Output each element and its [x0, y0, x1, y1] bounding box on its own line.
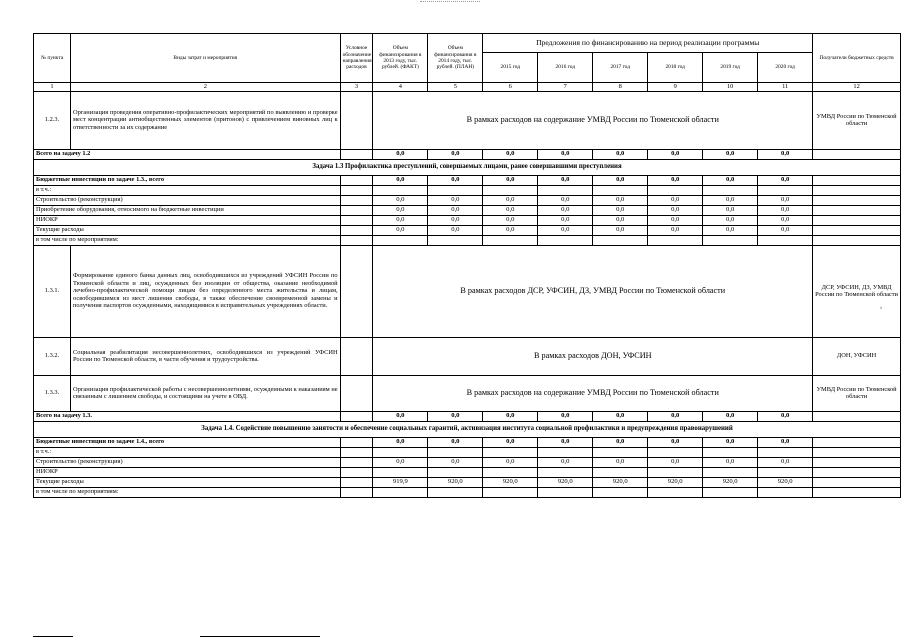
task-1-4-row-condition: [340, 487, 373, 497]
task-1-4-row-value: 920,0: [593, 477, 648, 487]
task-1-3-row-value: [538, 235, 593, 245]
task-1-4-row-value: [758, 467, 813, 477]
task-1-3-row-value: 0,0: [428, 215, 483, 225]
task-1-4-row-value: [428, 447, 483, 457]
task-1-3-row-value: 0,0: [483, 175, 538, 185]
total-task-1-2: [34, 149, 901, 159]
task-1-4-row-label: в т.ч.:: [34, 447, 341, 457]
task-1-4-row: [34, 467, 901, 477]
total-task-1-2-label: Всего на задачу 1.2: [34, 149, 341, 159]
task-1-3-row-value: 0,0: [758, 195, 813, 205]
task-1-4-row-value: [648, 487, 703, 497]
task-1-3-row-value: 0,0: [538, 225, 593, 235]
task-1-4-row-value: [538, 447, 593, 457]
measure-text: Организация проведения оперативно-профилактических мероприятий по выявлению и проверке мест концентрации антиобщественных элементов (притонов) с привлечением виновных лиц к ответственности за их содержание: [71, 91, 341, 149]
task-1-4-row-recipient: [813, 447, 901, 457]
task-1-4-row-condition: [340, 467, 373, 477]
task-1-3-row: [34, 205, 901, 215]
task-1-4-row-value: [428, 487, 483, 497]
task-1-3-row-value: 0,0: [703, 175, 758, 185]
task-1-4-row-value: 919,9: [373, 477, 428, 487]
task-1-4-row-value: 0,0: [648, 437, 703, 447]
task-1-3-row-recipient: [813, 195, 901, 205]
task-1-4-row-condition: [340, 437, 373, 447]
task-1-3-row-label: в т.ч.:: [34, 185, 341, 195]
measure-row: [34, 245, 901, 337]
task-1-4-row-value: 0,0: [373, 437, 428, 447]
task-1-3-row-value: [373, 235, 428, 245]
task-1-3-row-value: 0,0: [538, 215, 593, 225]
task-1-4-row-value: [483, 487, 538, 497]
task-1-4-row-recipient: [813, 437, 901, 447]
total-task-1-2-value: 0,0: [758, 149, 813, 159]
measure-text: Организация профилактической работы с несовершеннолетними, осужденными к наказаниям не связанным с лишением свободы, и состоящими на учете в ОВД.: [71, 375, 341, 411]
task-1-4-row-value: 920,0: [703, 477, 758, 487]
measure-number: 1.2.3.: [34, 91, 71, 149]
header-condition: Условное обозначение направления расходов: [340, 34, 373, 83]
measure-number: 1.3.3.: [34, 375, 71, 411]
task-1-4-row-value: [483, 467, 538, 477]
task-1-4-row-value: [593, 487, 648, 497]
task-1-4-row-value: 920,0: [428, 477, 483, 487]
task-1-3-row-value: [538, 185, 593, 195]
task-1-3-row-value: 0,0: [648, 225, 703, 235]
total-task-1-2-condition: [340, 149, 373, 159]
task-1-4-row-value: 920,0: [483, 477, 538, 487]
task-1-4-row-value: [373, 487, 428, 497]
measure-merged-financing: В рамках расходов на содержание УМВД России по Тюменской области: [373, 91, 813, 149]
column-number-5: 5: [428, 83, 483, 92]
task-1-3-row-label: Приобретение оборудования, относимого на бюджетные инвестиции: [34, 205, 341, 215]
measure-recipient: УМВД России по Тюменской области: [813, 91, 901, 149]
task-1-3-row-value: 0,0: [428, 205, 483, 215]
task-1-3-row: [34, 215, 901, 225]
financing-table-sheet: [33, 33, 901, 498]
task-1-3-row-recipient: [813, 185, 901, 195]
total-task-1-2-value: 0,0: [373, 149, 428, 159]
task-1-3-row: [34, 235, 901, 245]
task-1-4-row-value: 0,0: [483, 457, 538, 467]
column-number-10: 10: [703, 83, 758, 92]
column-number-11: 11: [758, 83, 813, 92]
task-1-4-row-value: [373, 467, 428, 477]
task-1-3-row-recipient: [813, 215, 901, 225]
task-1-4-row: [34, 477, 901, 487]
task-1-3-row-value: [428, 185, 483, 195]
measure-text: Социальная реабилитация несовершеннолетних, освободившихся из учреждений УФСИН России по Тюменской области, в части обучения и трудоустройства.: [71, 337, 341, 375]
task-1-3-row-value: 0,0: [428, 225, 483, 235]
task-1-3-header: [34, 159, 901, 175]
task-1-4-row-condition: [340, 477, 373, 487]
task-1-3-row-value: [648, 185, 703, 195]
total-task-1-3-value: 0,0: [758, 411, 813, 421]
task-1-4-row: [34, 487, 901, 497]
header-recipients: Получатели бюджетных средств: [813, 34, 901, 83]
task-1-3-row-value: [703, 235, 758, 245]
task-1-4-row-value: [648, 447, 703, 457]
total-task-1-3-value: 0,0: [373, 411, 428, 421]
task-1-3-row-value: 0,0: [373, 195, 428, 205]
total-task-1-3-label: Всего на задачу 1.3.: [34, 411, 341, 421]
task-1-4-row-value: 0,0: [648, 457, 703, 467]
task-1-3-row-recipient: [813, 235, 901, 245]
task-1-3-row-value: 0,0: [593, 175, 648, 185]
column-number-6: 6: [483, 83, 538, 92]
total-task-1-3-value: 0,0: [648, 411, 703, 421]
total-task-1-3: [34, 411, 901, 421]
task-1-3-row-recipient: [813, 175, 901, 185]
task-1-3-row-value: 0,0: [373, 225, 428, 235]
task-1-3-row: [34, 225, 901, 235]
task-1-3-row-condition: [340, 215, 373, 225]
task-1-4-row-value: 0,0: [428, 457, 483, 467]
task-1-3-row-value: 0,0: [373, 175, 428, 185]
task-1-3-row-label: Бюджетные инвестиции по задаче 1.3., всего: [34, 175, 341, 185]
measure-condition: [340, 375, 373, 411]
task-1-4-row: [34, 437, 901, 447]
total-task-1-2-value: 0,0: [703, 149, 758, 159]
measure-condition: [340, 337, 373, 375]
task-1-4-row-value: 0,0: [483, 437, 538, 447]
task-1-3-row-recipient: [813, 225, 901, 235]
task-1-3-row-value: 0,0: [373, 215, 428, 225]
task-1-3-row-value: 0,0: [373, 205, 428, 215]
measure-condition: [340, 91, 373, 149]
task-1-3-row-value: 0,0: [703, 215, 758, 225]
task-1-3-row-value: 0,0: [703, 205, 758, 215]
measure-number: 1.3.1.: [34, 245, 71, 337]
task-1-3-row-value: 0,0: [703, 195, 758, 205]
task-1-3-row-value: [483, 235, 538, 245]
task-1-3-row-condition: [340, 235, 373, 245]
task-1-3-row-label: Текущие расходы: [34, 225, 341, 235]
total-task-1-2-recipient: [813, 149, 901, 159]
header-year-2: 2016 год: [538, 53, 593, 83]
task-1-4-row-value: 920,0: [758, 477, 813, 487]
task-1-4-row-value: 0,0: [758, 437, 813, 447]
task-1-4-row-value: [758, 487, 813, 497]
bottom-line-left: [33, 636, 73, 637]
task-1-3-header-title: Задача 1.3 Профилактика преступлений, совершаемых лицами, ранее совершавшими преступления: [34, 159, 901, 175]
task-1-3-row-value: 0,0: [593, 225, 648, 235]
task-1-3-row-label: Строительство (реконструкция): [34, 195, 341, 205]
task-1-3-row-value: [373, 185, 428, 195]
measure-recipient: ДСР, УФСИН, ДЗ, УМВД России по Тюменской области: [813, 245, 901, 337]
task-1-3-row-value: 0,0: [483, 215, 538, 225]
total-task-1-3-value: 0,0: [593, 411, 648, 421]
task-1-4-row-value: [373, 447, 428, 457]
header-kinds: Виды затрат и мероприятия: [71, 34, 341, 83]
task-1-3-row-value: 0,0: [703, 225, 758, 235]
task-1-4-row-label: Бюджетные инвестиции по задаче 1.4., всего: [34, 437, 341, 447]
task-1-4-row-value: 0,0: [703, 457, 758, 467]
task-1-3-row-value: [593, 185, 648, 195]
task-1-4-row-recipient: [813, 477, 901, 487]
task-1-3-row-value: 0,0: [758, 205, 813, 215]
total-task-1-3-value: 0,0: [538, 411, 593, 421]
column-number-12: 12: [813, 83, 901, 92]
header-year-3: 2017 год: [593, 53, 648, 83]
task-1-3-row-value: 0,0: [483, 225, 538, 235]
total-task-1-3-value: 0,0: [703, 411, 758, 421]
task-1-4-row-value: 920,0: [648, 477, 703, 487]
task-1-3-row-value: 0,0: [593, 215, 648, 225]
task-1-3-row-value: [648, 235, 703, 245]
task-1-3-row-value: 0,0: [538, 195, 593, 205]
task-1-3-row-value: 0,0: [538, 205, 593, 215]
task-1-4-row-value: 0,0: [703, 437, 758, 447]
task-1-4-row-value: [593, 467, 648, 477]
task-1-3-row-value: 0,0: [758, 225, 813, 235]
task-1-3-row-value: 0,0: [758, 215, 813, 225]
task-1-4-header-title: Задача 1.4. Содействие повышению занятости и обеспечение социальных гарантий, активизация института социальной профилактики и предупреждения правонарушений: [34, 421, 901, 437]
task-1-4-row-value: [758, 447, 813, 457]
task-1-3-row-label: в том числе по мероприятиям:: [34, 235, 341, 245]
header-year-4: 2018 год: [648, 53, 703, 83]
task-1-3-row-value: [428, 235, 483, 245]
task-1-3-row-condition: [340, 205, 373, 215]
task-1-4-row-value: 0,0: [593, 457, 648, 467]
header-year-5: 2019 год: [703, 53, 758, 83]
task-1-4-row-value: [593, 447, 648, 457]
measure-row: [34, 337, 901, 375]
task-1-4-row-recipient: [813, 457, 901, 467]
measure-merged-financing: В рамках расходов ДОН, УФСИН: [373, 337, 813, 375]
task-1-3-row-value: 0,0: [593, 205, 648, 215]
task-1-3-row-value: [758, 185, 813, 195]
task-1-4-row: [34, 457, 901, 467]
task-1-3-row-value: 0,0: [483, 205, 538, 215]
task-1-3-row: [34, 185, 901, 195]
total-task-1-3-value: 0,0: [483, 411, 538, 421]
measure-recipient: УМВД России по Тюменской области: [813, 375, 901, 411]
task-1-4-row-value: 0,0: [538, 457, 593, 467]
task-1-4-row-value: [648, 467, 703, 477]
task-1-4-row-value: [428, 467, 483, 477]
task-1-4-row-recipient: [813, 467, 901, 477]
task-1-4-row-value: [703, 487, 758, 497]
task-1-3-row-value: 0,0: [593, 195, 648, 205]
task-1-3-row-value: 0,0: [648, 195, 703, 205]
total-task-1-2-value: 0,0: [648, 149, 703, 159]
task-1-3-row-value: [703, 185, 758, 195]
column-number-8: 8: [593, 83, 648, 92]
task-1-3-row-value: 0,0: [758, 175, 813, 185]
task-1-3-row-value: 0,0: [483, 195, 538, 205]
task-1-4-row-value: 0,0: [428, 437, 483, 447]
total-task-1-2-value: 0,0: [538, 149, 593, 159]
column-number-7: 7: [538, 83, 593, 92]
task-1-3-row-value: 0,0: [648, 205, 703, 215]
financing-table: [33, 33, 901, 498]
task-1-4-row-value: [703, 467, 758, 477]
task-1-3-row: [34, 195, 901, 205]
measure-row: [34, 91, 901, 149]
task-1-3-row-label: НИОКР: [34, 215, 341, 225]
task-1-3-row-value: 0,0: [428, 175, 483, 185]
total-task-1-3-recipient: [813, 411, 901, 421]
measure-row: [34, 375, 901, 411]
task-1-4-row-label: НИОКР: [34, 467, 341, 477]
header-2014: Объем финансирования в 2014 году, тыс. рублей. (ПЛАН): [428, 34, 483, 83]
task-1-4-row-value: 920,0: [538, 477, 593, 487]
task-1-4-row-recipient: [813, 487, 901, 497]
measure-condition: [340, 245, 373, 337]
task-1-3-row-value: 0,0: [648, 215, 703, 225]
task-1-4-row-condition: [340, 447, 373, 457]
column-number-9: 9: [648, 83, 703, 92]
total-task-1-2-value: 0,0: [593, 149, 648, 159]
task-1-3-row-value: [483, 185, 538, 195]
total-task-1-2-value: 0,0: [483, 149, 538, 159]
task-1-4-row-value: [538, 487, 593, 497]
measure-recipient: ДОН, УФСИН: [813, 337, 901, 375]
task-1-4-row-value: 0,0: [373, 457, 428, 467]
task-1-3-row-condition: [340, 175, 373, 185]
task-1-4-row-condition: [340, 457, 373, 467]
task-1-3-row-condition: [340, 185, 373, 195]
bottom-line-middle: [200, 636, 320, 637]
column-number-1: 1: [34, 83, 71, 92]
header-proposals: Предложения по финансированию на период реализации программы: [483, 34, 813, 53]
side-mark: ›: [880, 305, 882, 311]
measure-number: 1.3.2.: [34, 337, 71, 375]
task-1-4-row-label: Строительство (реконструкция): [34, 457, 341, 467]
total-task-1-3-condition: [340, 411, 373, 421]
header-year-1: 2015 год: [483, 53, 538, 83]
task-1-3-row-recipient: [813, 205, 901, 215]
task-1-3-row-condition: [340, 195, 373, 205]
task-1-3-row-condition: [340, 225, 373, 235]
task-1-3-row-value: [758, 235, 813, 245]
task-1-4-row-value: [483, 447, 538, 457]
task-1-3-row-value: 0,0: [538, 175, 593, 185]
task-1-4-row-label: в том числе по мероприятиям:: [34, 487, 341, 497]
task-1-3-row-value: 0,0: [648, 175, 703, 185]
task-1-4-row: [34, 447, 901, 457]
task-1-3-row-value: [593, 235, 648, 245]
header-year-6: 2020 год: [758, 53, 813, 83]
task-1-4-row-value: [538, 467, 593, 477]
header-2013: Объем финансирования в 2013 году, тыс. рублей. (ФАКТ): [373, 34, 428, 83]
total-task-1-3-value: 0,0: [428, 411, 483, 421]
task-1-3-row: [34, 175, 901, 185]
task-1-4-row-label: Текущие расходы: [34, 477, 341, 487]
task-1-3-row-value: 0,0: [428, 195, 483, 205]
column-number-3: 3: [340, 83, 373, 92]
task-1-4-row-value: 0,0: [538, 437, 593, 447]
header-num: № пункта: [34, 34, 71, 83]
measure-merged-financing: В рамках расходов на содержание УМВД России по Тюменской области: [373, 375, 813, 411]
task-1-4-header: [34, 421, 901, 437]
task-1-4-row-value: 0,0: [758, 457, 813, 467]
total-task-1-2-value: 0,0: [428, 149, 483, 159]
column-number-2: 2: [71, 83, 341, 92]
measure-merged-financing: В рамках расходов ДСР, УФСИН, ДЗ, УМВД России по Тюменской области: [373, 245, 813, 337]
task-1-4-row-value: 0,0: [593, 437, 648, 447]
top-scan-line: [420, 1, 480, 2]
column-number-4: 4: [373, 83, 428, 92]
measure-text: Формирование единого банка данных лиц, освободившихся из учреждений УФСИН России по Тюменской области и лиц, осужденных без изоляции от общества, оказание необходимой лечебно-профилактической помощи лицам без определенного места жительства и лицам, освободившимся из мест лишения свободы, в также обеспечение своевременной замены и получения паспортов осужденными, находящимися в исправительных учреждениях области.: [71, 245, 341, 337]
task-1-4-row-value: [703, 447, 758, 457]
